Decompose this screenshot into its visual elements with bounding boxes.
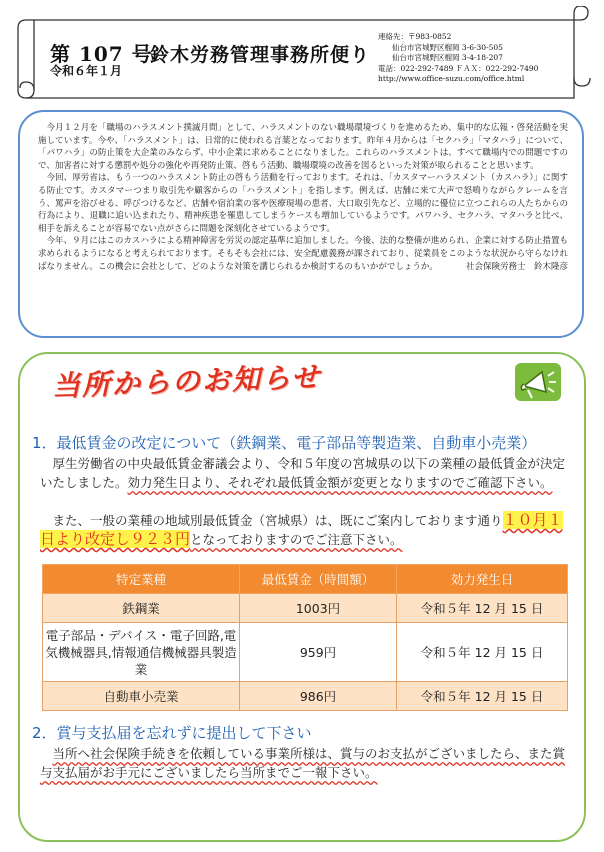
contact-info [378,32,538,85]
contact-url[interactable]: http://www.office-suzu.com/office.html [378,74,525,83]
section1-text: また、一般の業種の地域別最低賃金（宮城県）は、既にご案内しております通り [52,513,503,528]
contact-address-1: 仙台市宮城野区榴岡 3-6-30-505 [392,42,503,52]
column-header: 効力発生日 [397,565,568,594]
column-header: 特定業種 [43,565,240,594]
industry-cell: 電子部品・デバイス・電子回路,電気機械器具,情報通信機械器具製造業 [43,623,240,682]
greeting-paragraph: 今月１２月を「職場のハラスメント撲滅月間」として、ハラスメントのない職場環境づくりを進めるため、集中的な広報・啓発活動を実施しています。今や、「ハラスメント」は、日常的に使われる言葉となっております。昨年４月からは「セクハラ」「マタハラ」について、「パワハラ」の防止策を大企業のみならず、中小企業に求めることになりました。これらのハラスメントは、すべて職場内での問題ですので、加害者に対する懲罰や処分の強化や再発防止策、啓もう活動、職場環境の改善を図るといった対策が取られることと思います。 [38,123,568,171]
section1-emphasis: 効力発生日より、それぞれ最低賃金額が変更となりますのでご確認下さい。 [127,475,553,490]
table-row [43,623,568,682]
section2-paragraph: 当所へ社会保険手続きを依頼している事業所様は、賞与のお支払がございましたら、また賞与支払届がお手元にございましたら当所までご一報下さい。 [40,746,566,780]
greeting-box [18,110,584,338]
effective-date-cell: 令和５年 12 月 15 日 [397,594,568,623]
greeting-paragraph: 今年、９月にはこのカスハラによる精神障害を労災の認定基準に追加しました。今後、法的な整備が進められ、企業に対する防止措置も求められるようになると考えられております。そもそも会社には、安全配慮義務が課されており、従業員をこのような状況から守らなければなりません。この機会に会社として、どのような対策を講じられるか検討するのもいかがでしょうか。 [38,236,568,272]
table-header-row [43,565,568,594]
table-row [43,682,568,711]
wage-cell: 959円 [240,623,397,682]
section2-title: 2．賞与支払届を忘れずに提出して下さい [32,724,312,742]
issue-date: 令和６年１月 [50,64,123,78]
section1-title: 1．最低賃金の改定について（鉄鋼業、電子部品等製造業、自動車小売業） [32,434,537,452]
column-header: 最低賃金（時間額） [240,565,397,594]
section1-paragraph-1 [40,454,568,492]
notices-heading: 当所からのお知らせ [51,360,322,403]
effective-date-cell: 令和５年 12 月 15 日 [397,682,568,711]
min-wage-highlight: １０月１日より改定し９２３円 [40,511,563,548]
newsletter-title: 鈴木労務管理事務所便り [150,44,371,66]
industry-cell: 自動車小売業 [43,682,240,711]
issue-number: 第 107 号 [50,42,153,66]
contact-phone-fax: 電話：022-292-7489 ＦＡＸ：022-292-7490 [378,63,539,73]
industry-cell: 鉄鋼業 [43,594,240,623]
notices-box [18,352,586,842]
section1-text: となっておりますのでご注意下さい。 [190,532,403,547]
contact-postal: 連絡先：〒983-0852 [378,32,452,41]
min-wage-table [42,564,568,711]
megaphone-icon [514,362,562,402]
contact-address-2: 仙台市宮城野区榴岡 3-4-18-207 [392,53,503,62]
section1-paragraph-2 [40,511,568,549]
wage-cell: 1003円 [240,594,397,623]
greeting-signature: 社会保険労務士 鈴木隆彦 [465,261,568,272]
wage-cell: 986円 [240,682,397,711]
greeting-paragraph: 今回、厚労省は、もう一つのハラスメント防止の啓もう活動を行っております。それは、「カスタマーハラスメント（カスハラ）」に関する防止です。カスタマーつまり取引先や顧客からの「ハラスメント」を指します。例えば、店舗に来て大声で怒鳴りながらクレームを言う、罵声を浴びせる、呼びつけるなど、店舗や宿泊業の客や医療現場の患者、大口取引先など、立場的に優位に立つこれらの人たちからの行為により、退職に追い込まれたり、精神疾患を罹患してしまうケースも増加しているようです。パワハラ、セクハラ、マタハラと比べ、相手を訴えることが容易でない点がさらに問題を深刻化させているようです。 [38,173,568,234]
section1-text: 厚生労働省の中央最低賃金審議会より、令和５年度の宮城県の以下の業種の最低賃金が決定いたしました。 [40,456,566,490]
table-row [43,594,568,623]
effective-date-cell: 令和５年 12 月 15 日 [397,623,568,682]
